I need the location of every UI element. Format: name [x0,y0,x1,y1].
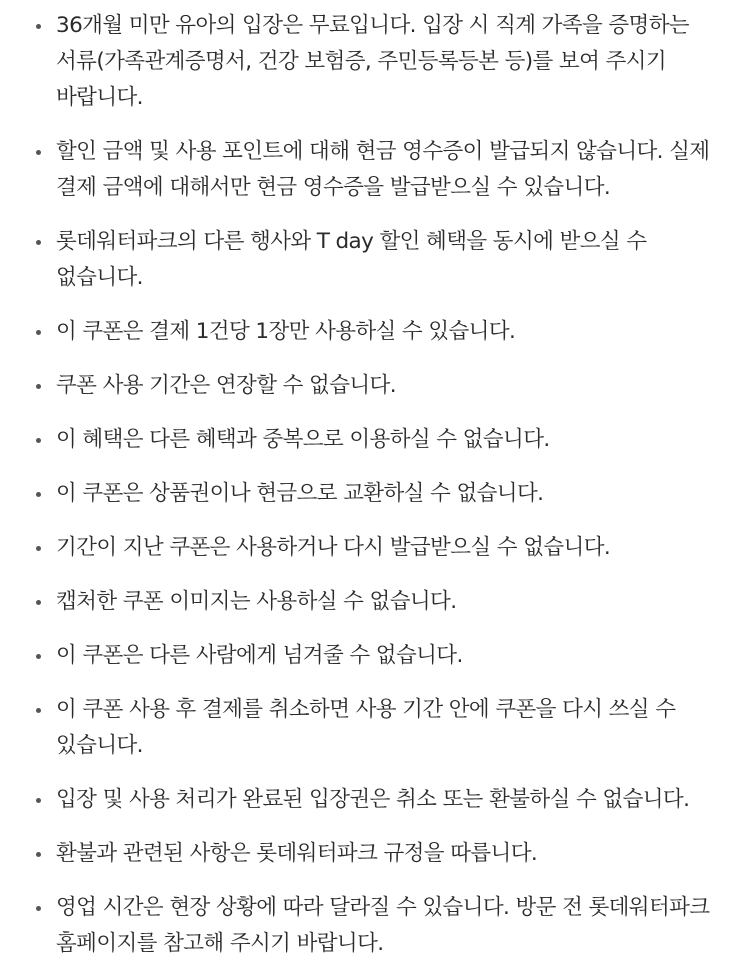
bullet-icon [36,150,41,155]
notice-text: 영업 시간은 현장 상황에 따라 달라질 수 있습니다. 방문 전 롯데워터파크 홈페이지를 참고해 주시기 바랍니다. [56,895,710,956]
bullet-icon [36,384,41,389]
notice-text: 36개월 미만 유아의 입장은 무료입니다. 입장 시 직계 가족을 증명하는 서류(가족관계증명서, 건강 보험증, 주민등록등본 등)를 보여 주시기 바랍니다. [56,13,690,110]
bullet-icon [36,906,41,911]
notice-text: 입장 및 사용 처리가 완료된 입장권은 취소 또는 환불하실 수 없습니다. [56,787,690,812]
notice-item [0,314,750,350]
bullet-icon [36,546,41,551]
notice-text: 이 쿠폰 사용 후 결제를 취소하면 사용 기간 안에 쿠폰을 다시 쓰실 수 있습니다. [56,697,676,758]
notice-text: 이 쿠폰은 다른 사람에게 넘겨줄 수 없습니다. [56,643,463,668]
notice-text: 이 쿠폰은 상품권이나 현금으로 교환하실 수 없습니다. [56,481,544,506]
notice-text: 이 쿠폰은 결제 1건당 1장만 사용하실 수 있습니다. [56,319,516,344]
notice-item [0,638,750,674]
notice-text: 환불과 관련된 사항은 롯데워터파크 규정을 따릅니다. [56,841,538,866]
bullet-icon [36,852,41,857]
notice-item [0,782,750,818]
notice-text: 할인 금액 및 사용 포인트에 대해 현금 영수증이 발급되지 않습니다. 실제 결제 금액에 대해서만 현금 영수증을 발급받으실 수 있습니다. [56,139,710,200]
notice-text: 롯데워터파크의 다른 행사와 T day 할인 혜택을 동시에 받으실 수 없습니다. [56,229,647,290]
bullet-icon [36,798,41,803]
notice-text: 기간이 지난 쿠폰은 사용하거나 다시 발급받으실 수 없습니다. [56,535,611,560]
notice-item [0,8,750,116]
notice-item [0,530,750,566]
notice-text: 이 혜택은 다른 혜택과 중복으로 이용하실 수 없습니다. [56,427,550,452]
bullet-icon [36,438,41,443]
bullet-icon [36,654,41,659]
notice-item [0,368,750,404]
notice-item [0,584,750,620]
notice-item [0,836,750,872]
bullet-icon [36,708,41,713]
notice-item [0,134,750,206]
notice-item [0,476,750,512]
notice-item [0,224,750,296]
bullet-icon [36,24,41,29]
bullet-icon [36,330,41,335]
bullet-icon [36,492,41,497]
notice-text: 캡처한 쿠폰 이미지는 사용하실 수 없습니다. [56,589,457,614]
notice-item [0,890,750,962]
bullet-icon [36,240,41,245]
notice-text: 쿠폰 사용 기간은 연장할 수 없습니다. [56,373,396,398]
notice-item [0,692,750,764]
bullet-icon [36,600,41,605]
notice-item [0,422,750,458]
